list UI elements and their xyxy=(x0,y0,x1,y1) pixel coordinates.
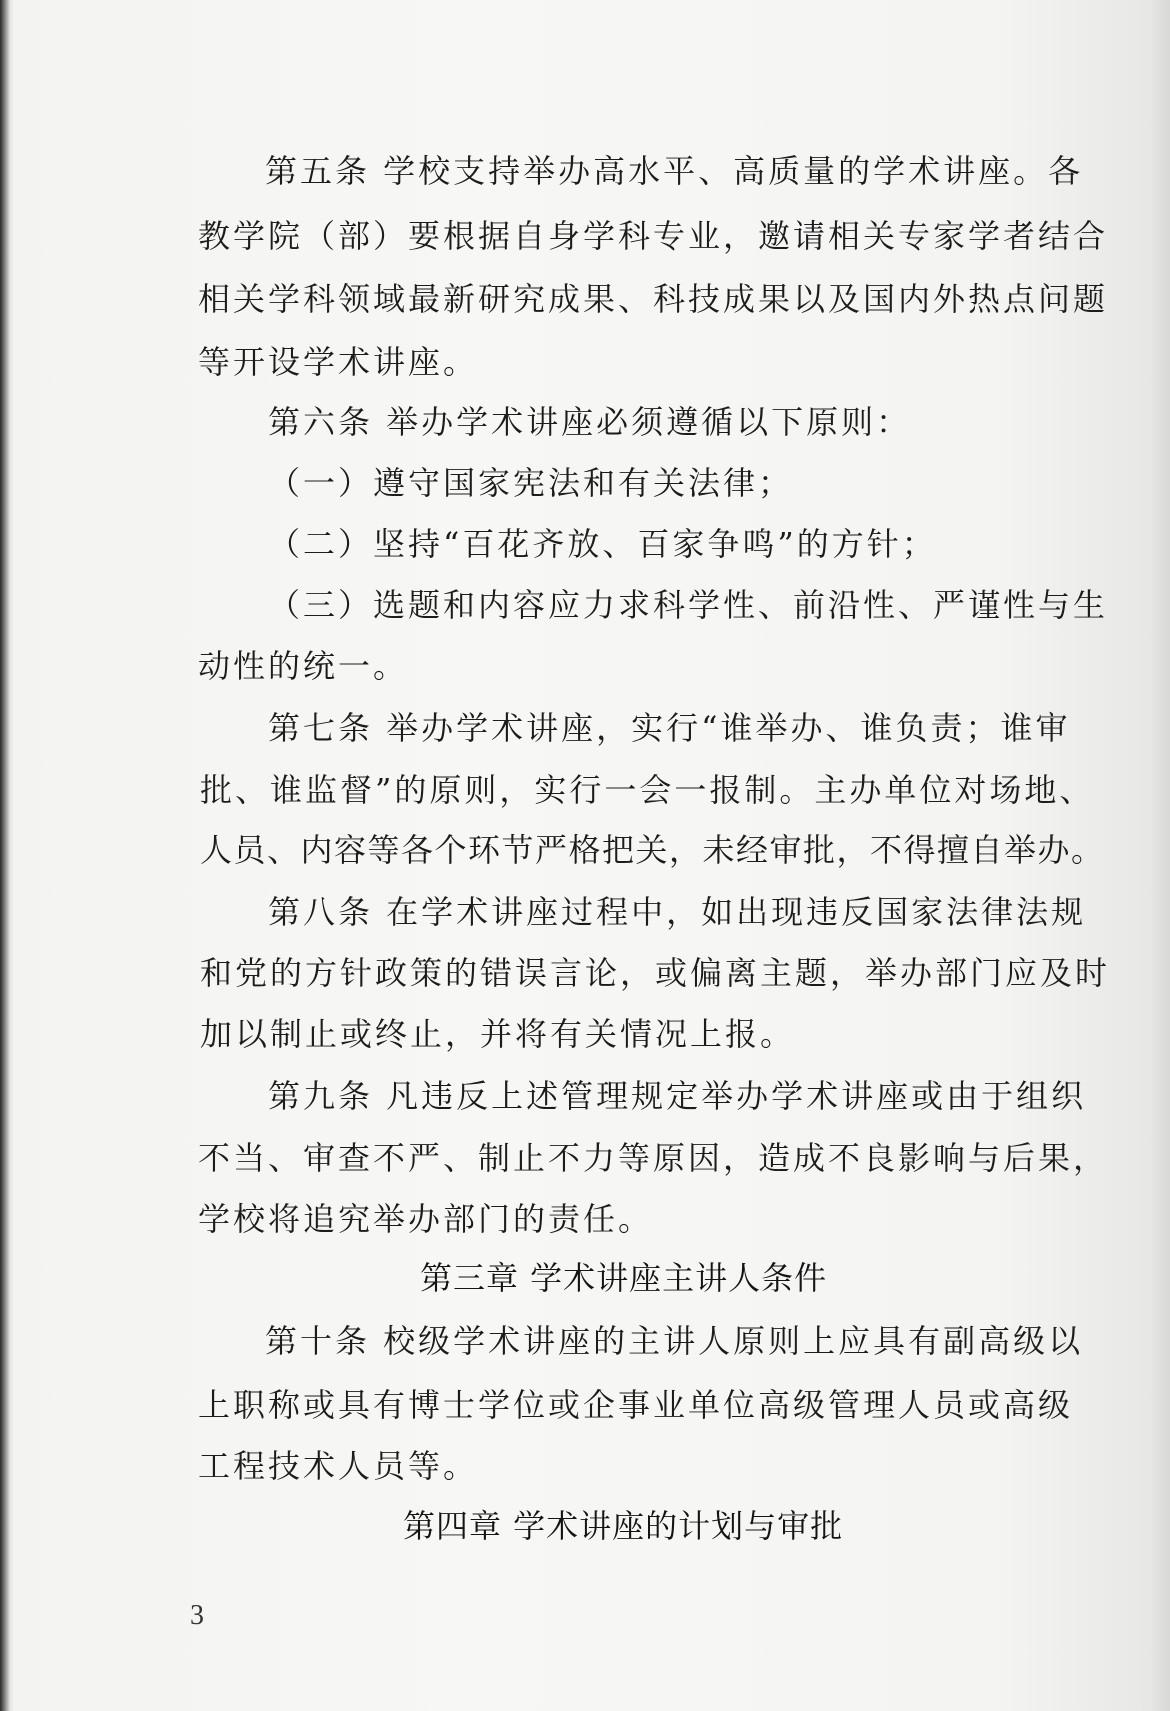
text-line: 第六条 举办学术讲座必须遵循以下原则： xyxy=(268,403,912,441)
text-line: 和党的方针政策的错误言论，或偏离主题，举办部门应及时 xyxy=(200,954,1111,992)
text-line: 工程技术人员等。 xyxy=(198,1447,479,1485)
text-line: 第八条 在学术讲座过程中，如出现违反国家法律法规 xyxy=(268,893,1087,931)
text-line: 第七条 举办学术讲座，实行“谁举办、谁负责；谁审 xyxy=(268,709,1071,747)
text-line: 第五条 学校支持举办高水平、高质量的学术讲座。各 xyxy=(265,152,1084,190)
page-edge-shadow-left xyxy=(0,0,14,1711)
page-edge-shadow-right xyxy=(1130,0,1170,1711)
text-line: （三）选题和内容应力求科学性、前沿性、严谨性与生 xyxy=(268,586,1109,624)
text-line: 相关学科领域最新研究成果、科技成果以及国内外热点问题 xyxy=(198,280,1109,318)
text-line: 动性的统一。 xyxy=(198,647,409,685)
text-line: 批、谁监督”的原则，实行一会一报制。主办单位对场地、 xyxy=(200,771,1095,809)
text-line: 人员、内容等各个环节严格把关，未经审批，不得擅自举办。 xyxy=(200,831,1105,869)
chapter-heading: 第三章 学术讲座主讲人条件 xyxy=(420,1259,828,1297)
text-line: 学校将追究举办部门的责任。 xyxy=(198,1200,654,1238)
text-line: 不当、审查不严、制止不力等原因，造成不良影响与后果， xyxy=(198,1139,1109,1177)
text-line: （二）坚持“百花齐放、百家争鸣”的方针； xyxy=(268,525,937,563)
text-line: 教学院（部）要根据自身学科专业，邀请相关专家学者结合 xyxy=(198,217,1109,255)
chapter-heading: 第四章 学术讲座的计划与审批 xyxy=(403,1507,844,1545)
text-line: （一）遵守国家宪法和有关法律； xyxy=(268,464,794,502)
page-number: 3 xyxy=(190,1600,204,1631)
text-line: 第十条 校级学术讲座的主讲人原则上应具有副高级以 xyxy=(265,1322,1084,1360)
text-line: 等开设学术讲座。 xyxy=(198,343,479,381)
text-line: 第九条 凡违反上述管理规定举办学术讲座或由于组织 xyxy=(268,1077,1087,1115)
text-line: 加以制止或终止，并将有关情况上报。 xyxy=(200,1015,796,1053)
text-line: 上职称或具有博士学位或企事业单位高级管理人员或高级 xyxy=(198,1386,1074,1424)
